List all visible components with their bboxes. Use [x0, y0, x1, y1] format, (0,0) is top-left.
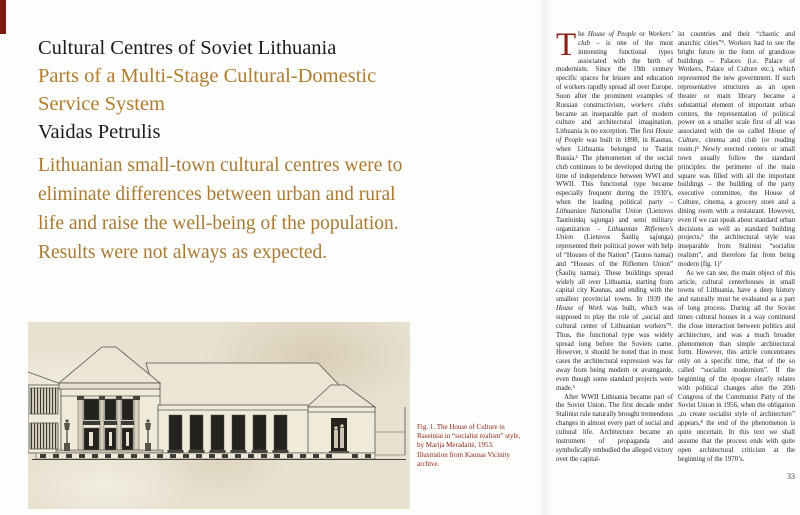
spine-red-mark — [0, 0, 6, 34]
paragraph-text: he House of People or Workers’ club – is one of the most interesting functional types associated with the birth of modernism. Since the 19th century specific spaces for leisure and education of workers rapidly spread all over Europe. Soon after the prominent examples of Russian constructivism, workers clubs became an inseparable part of modern culture and architectural imagination. Lithuania is no exception. The first House of People was built in 1898, in Kaunas, when Lithuania belonged to Tsarist Russia.¹ The phenomenon of the social club continues to be developed during the time of independence between WWI and WWII. This functional type became especially frequent during the 1930’s, when the leading political party – Lithuanian Nationalist Union (Lietuvos Tautininkų sąjunga) and semi military organization – Lithuanian Riflemen’s Union (Lietuvos Šaulių sąjunga) represented their political power with help of “Houses of the Nation” (Tautos namai) and “Houses of the Riflemen Union” (Šaulių namai). These buildings spread widely all over Lithuania, starting from capital city Kaunas, and ending with the smallest provincial towns. In 1939 the House of Work was built, which was supposed to play the role of „social and cultural center of Lithuanian workers”². Thus, the functional type was widely spread long before the Soviets came. However, it should be noted that in most cases the architectural expression was far away from being modern or avantgarde, even though some standard projects were made.³ — [556, 31, 673, 392]
article-subtitle: Parts of a Multi-Stage Cultural-Domestic Service System — [38, 65, 377, 115]
body-paragraph — [556, 27, 673, 394]
article-author: Vaidas Petrulis — [38, 121, 161, 143]
body-column-2 — [678, 31, 795, 464]
body-paragraph: ist countries and their “chaotic and anarchic cities”⁴. Workers had to see the bright future in the form of grandiose buildings – Palaces (i.e. Palace of Workers, Palace of Culture etc.), which represented the new government. If such representative structures as an open theater or main library became a substantial element of important urban centers, the representation of political power on a smaller scale first of all was associated with the so called House of Culture, cinema and club (or reading room.)⁵ Newly erected centers or small town usually follow the standard principles: the perimeter of the main square was filled with all the important buildings – the building of the party executive committee, the House of Culture, cinema, a grocery store and a dining room with a restaurant. However, even if we can speak about standard urban decisions as well as standard building projects,⁶ the architectural style was inseparable from Stalinist “socialist realism”, and therefore far from being modern (fig. 1)⁷ — [678, 31, 796, 268]
article-abstract: Lithuanian small-town cultural centres were to eliminate differences between urban and rural life and raise the well-being of the population. Results were not always as expected. — [38, 155, 403, 263]
figure-1-elevation-drawing — [28, 322, 410, 509]
gutter-shadow — [538, 0, 552, 515]
title-block — [38, 34, 426, 267]
body-column-1 — [556, 27, 673, 464]
article-title: Cultural Centres of Soviet Lithuania — [38, 37, 337, 59]
figure-1-plate — [28, 322, 410, 509]
body-paragraph: After WWII Lithuania became part of the Soviet Union. The first decade under Stalinist rule naturally brought tremendous changes in almost every part of social and cultural life. Architecture became an instrument of propaganda and symbolically embodied the alleged victory over the capital- — [556, 393, 673, 463]
drop-cap: T — [556, 27, 577, 63]
figure-caption: Fig. 1. The House of Culture in Raseiniai in “socialist realism” style, by Marija Meradaitė, 1953. Illustration from Kaunas Vicinity archive. — [417, 423, 521, 468]
body-paragraph: As we can see, the main object of this article, cultural centerhouses in small towns of Lithuania, have a deep history and naturally must be evaluated as a part of long process. During all the Soviet times cultural houses in a way continued the close interaction between politics and architecture, and was a much broader phenomenon than simple architectural form. However, this article concentrates only on a specific time, that of the so called “socialist modernism”. If the beginning of the époque clearly relates with political changes after the 20th Congress of the Communist Party of the Soviet Union in 1956, when the obligation „to create socialist style of architecture” appears,⁸ the end of the phenomenon is quite uncertain. In this text we shall assume that the process ends with quite open architectural criticism at the beginning of the 1970’s. — [678, 269, 795, 463]
page-number: 33 — [787, 472, 795, 481]
